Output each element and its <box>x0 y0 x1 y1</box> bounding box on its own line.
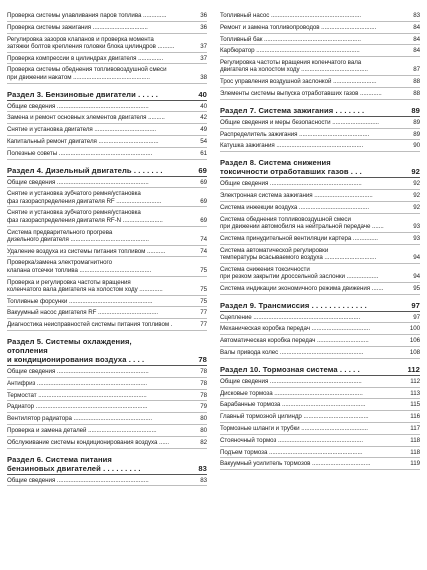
page-number: 115 <box>410 401 420 409</box>
page-number: 116 <box>410 413 420 421</box>
toc-entry <box>7 257 207 276</box>
page-number: 84 <box>413 47 420 55</box>
section-title: Раздел 7. Система зажигания . . . . . . . <box>220 105 365 115</box>
page-number: 117 <box>410 424 420 432</box>
entry-title: Удаление воздуха из системы питания топливом ........... <box>7 247 166 255</box>
page-number: 90 <box>413 142 420 150</box>
page-number: 69 <box>200 178 207 186</box>
entry-title: Снятие и установка зубчатого ремня/установка фаз газораспределения двигателя RF-N ........................ <box>7 209 163 224</box>
page-number: 94 <box>413 272 420 280</box>
page-number: 36 <box>200 12 207 19</box>
entry-title: Капитальный ремонт двигателя .................................... <box>7 137 159 145</box>
page-number: 80 <box>200 427 207 434</box>
toc-entry <box>7 53 207 65</box>
entry-title: Катушка зажигания .................................................... <box>220 142 364 150</box>
toc-entry <box>7 475 207 487</box>
toc-entry <box>7 246 207 258</box>
entry-title: Элементы системы выпуска отработавших газов ............. <box>220 90 382 98</box>
toc-entry <box>7 124 207 136</box>
section-title: Раздел 5. Системы охлаждения, отопления и кондиционирования воздуха . . . . <box>7 337 145 365</box>
entry-title: Распределитель зажигания .......................................... <box>220 130 370 138</box>
toc-entry <box>7 390 207 402</box>
toc-entry <box>7 437 207 449</box>
toc-entry <box>7 10 207 22</box>
entry-title: Снятие и установка двигателя ..................................... <box>7 126 157 134</box>
page-number: 84 <box>413 35 420 43</box>
entry-title: Проверка системы обеднения топливовоздушной смеси при движении накатом .............................................. <box>7 66 167 81</box>
entry-title: Термостат ................................................................. <box>7 391 147 399</box>
page-number: 97 <box>413 313 420 321</box>
page-number: 78 <box>198 355 207 365</box>
toc-entry <box>7 148 207 160</box>
toc-entry <box>220 10 420 22</box>
entry-title: Общие сведения ....................................................... <box>7 476 149 484</box>
page-number: 75 <box>200 266 207 274</box>
section-title: Раздел 4. Дизельный двигатель . . . . . . . <box>7 165 163 175</box>
page-number: 69 <box>198 165 207 175</box>
section-title: Раздел 3. Бензиновые двигатели . . . . . <box>7 89 158 99</box>
entry-title: Система предварительного прогрева дизельного двигателя ............................................... <box>7 228 149 243</box>
page-number: 89 <box>413 130 420 138</box>
toc-entry <box>7 64 207 83</box>
entry-title: Электронная система зажигания ................................... <box>220 192 373 200</box>
page-number: 83 <box>413 12 420 19</box>
toc-section-heading <box>7 454 207 475</box>
page-number: 92 <box>411 167 420 177</box>
entry-title: Вакуумный насос двигателя RF .................................... <box>7 309 159 317</box>
page-number: 42 <box>200 114 207 122</box>
page-number: 79 <box>200 403 207 411</box>
page-number: 82 <box>200 438 207 446</box>
entry-title: Система автоматической регулировки температуры всасываемого воздуха ............................... <box>220 246 377 261</box>
entry-title: Подъем тормоза ........................................................ <box>220 448 363 456</box>
entry-title: Обслуживание системы кондиционирования воздуха ...... <box>7 438 170 446</box>
entry-title: Регулировка частоты вращения коленчатого вала двигателя на холостом ходу ........................................ <box>220 59 368 74</box>
toc-entry <box>7 188 207 207</box>
toc-entry <box>220 388 420 400</box>
entry-title: Механическая коробка передач ................................... <box>220 325 370 333</box>
entry-title: Вакуумный усилитель тормозов ................................... <box>220 460 371 468</box>
entry-title: Общие сведения ....................................................... <box>7 102 149 110</box>
toc-entry <box>7 277 207 296</box>
entry-title: Проверка/замена электромагнитного клапана отсечки топлива ........................................... <box>7 259 152 274</box>
entry-title: Общие сведения и меры безопасности ............................ <box>220 118 379 126</box>
page-number: 113 <box>410 389 420 397</box>
entry-title: Топливные форсунки .................................................. <box>7 297 153 305</box>
page-number: 37 <box>200 42 207 50</box>
entry-title: Общие сведения ....................................................... <box>220 180 362 188</box>
toc-section-heading <box>220 157 420 178</box>
entry-title: Вентилятор радиатора ............................................... <box>7 415 153 423</box>
entry-title: Общие сведения ....................................................... <box>220 377 362 385</box>
page-number: 77 <box>200 309 207 317</box>
toc-entry <box>220 117 420 129</box>
toc-entry <box>220 140 420 152</box>
entry-title: Валы привода колес .................................................. <box>220 348 364 356</box>
toc-entry <box>7 413 207 425</box>
entry-title: Проверка системы зажигания ................................. <box>7 23 148 31</box>
page-number: 92 <box>413 180 420 188</box>
page-number: 112 <box>410 377 420 385</box>
entry-title: Диагностика неисправностей системы питания топливом . <box>7 321 173 329</box>
page-number: 118 <box>410 436 420 444</box>
page-number: 37 <box>200 54 207 62</box>
entry-title: Снятие и установка зубчатого ремня/установка фаз газораспределения двигателя RF ........................... <box>7 190 162 205</box>
toc-left-column <box>7 10 207 486</box>
page-number: 40 <box>200 102 207 110</box>
entry-title: Регулировка зазоров клапанов и проверка момента затяжки болтов крепления головки блока цилиндров .......... <box>7 35 175 50</box>
page-number: 119 <box>410 460 420 468</box>
entry-title: Автоматическая коробка передач ............................... <box>220 337 369 345</box>
entry-title: Замена и ремонт основных элементов двигателя .......... <box>7 114 165 122</box>
toc-entry <box>220 202 420 214</box>
page-number: 61 <box>200 149 207 157</box>
page-number: 78 <box>200 368 207 376</box>
section-title: Раздел 10. Тормозная система . . . . . <box>220 364 360 374</box>
entry-title: Система принудительной вентиляции картера ............... <box>220 234 378 242</box>
toc-entry <box>220 323 420 335</box>
toc-entry <box>220 423 420 435</box>
toc-section-heading <box>7 336 207 366</box>
entry-title: Антифриз .................................................................. <box>7 379 148 387</box>
entry-title: Топливный бак .......................................................... <box>220 35 361 43</box>
entry-title: Система обеднения топливовоздушной смеси при движении автомобиля на нейтральной передаче ....... <box>220 215 384 230</box>
entry-title: Радиатор ................................................................... <box>7 403 148 411</box>
entry-title: Трос управления воздушной заслонкой .......................... <box>220 78 377 86</box>
page-number: 80 <box>200 415 207 423</box>
toc-entry <box>220 129 420 141</box>
toc-entry <box>7 296 207 308</box>
entry-title: Полезные советы ........................................................ <box>7 149 153 157</box>
page-number: 83 <box>198 463 207 473</box>
toc-entry <box>220 22 420 34</box>
page-number: 74 <box>200 235 207 243</box>
page-number: 75 <box>200 285 207 293</box>
entry-title: Стояночный тормоз ................................................... <box>220 436 364 444</box>
toc-entry <box>7 378 207 390</box>
entry-title: Система инжекции воздуха .......................................... <box>220 203 370 211</box>
toc-entry <box>220 190 420 202</box>
toc-entry <box>220 312 420 324</box>
page-number: 95 <box>413 284 420 292</box>
page-number: 40 <box>198 89 207 99</box>
toc-entry <box>220 233 420 245</box>
page-number: 69 <box>200 197 207 205</box>
toc-section-heading <box>220 364 420 376</box>
entry-title: Общие сведения ....................................................... <box>7 178 149 186</box>
toc-entry <box>220 376 420 388</box>
entry-title: Проверка системы улавливания паров топлива .............. <box>7 12 167 19</box>
page-number: 54 <box>200 137 207 145</box>
entry-title: Система индикации экономичного режима движения ....... <box>220 284 384 292</box>
entry-title: Проверка и регулировка частоты вращения коленчатого вала двигателя на холостом ходу .............. <box>7 278 163 293</box>
entry-title: Дисковые тормоза ..................................................... <box>220 389 363 397</box>
toc-entry <box>220 76 420 88</box>
toc-entry <box>7 112 207 124</box>
entry-title: Топливный насос ...................................................... <box>220 12 362 19</box>
section-title: Раздел 6. Система питания бензиновых двигателей . . . . . . . . . <box>7 454 141 473</box>
toc-entry <box>220 283 420 295</box>
page-number: 83 <box>200 476 207 484</box>
entry-title: Тормозные шланги и трубки ........................................ <box>220 424 368 432</box>
entry-title: Ремонт и замена топливопроводов ................................. <box>220 23 377 31</box>
page-number: 92 <box>413 192 420 200</box>
toc-entry <box>220 45 420 57</box>
page-number: 88 <box>413 90 420 98</box>
entry-title: Проверка компрессии в цилиндрах двигателя ............... <box>7 54 164 62</box>
toc-section-heading <box>7 165 207 177</box>
page-number: 93 <box>413 234 420 242</box>
toc-section-heading <box>220 300 420 312</box>
page-number: 84 <box>413 23 420 31</box>
section-title: Раздел 8. Система снижения токсичности отработавших газов . . . <box>220 158 362 177</box>
section-title: Раздел 9. Трансмиссия . . . . . . . . . . . . . <box>220 300 367 310</box>
toc-entry <box>220 57 420 76</box>
toc-entry <box>7 425 207 437</box>
page-number: 87 <box>413 66 420 74</box>
toc-entry <box>220 245 420 264</box>
toc-section-heading <box>7 89 207 101</box>
toc-entry <box>220 435 420 447</box>
page-number: 93 <box>413 222 420 230</box>
entry-title: Проверка и замена деталей ......................................... <box>7 427 157 434</box>
page-number: 108 <box>409 348 420 356</box>
toc-entry <box>7 207 207 226</box>
toc-right-column <box>220 10 420 470</box>
toc-entry <box>7 227 207 246</box>
page-number: 38 <box>200 73 207 81</box>
page-number: 77 <box>200 321 207 329</box>
page-number: 89 <box>411 105 420 115</box>
entry-title: Барабанные тормоза .................................................. <box>220 401 366 409</box>
toc-section-heading <box>220 105 420 117</box>
page-number: 88 <box>413 78 420 86</box>
entry-title: Главный тормозной цилиндр ....................................... <box>220 413 369 421</box>
page-number: 49 <box>200 126 207 134</box>
page-number: 75 <box>200 297 207 305</box>
toc-entry <box>220 88 420 100</box>
toc-entry <box>220 214 420 233</box>
toc-entry <box>220 399 420 411</box>
toc-entry <box>220 347 420 359</box>
entry-title: Сцепление ................................................................ <box>220 313 361 321</box>
page-number: 112 <box>407 364 420 374</box>
toc-entry <box>220 447 420 459</box>
page-number: 106 <box>409 337 420 345</box>
toc-entry <box>220 264 420 283</box>
page-number: 92 <box>413 203 420 211</box>
page-number: 36 <box>200 23 207 31</box>
toc-entry <box>7 34 207 53</box>
toc-entry <box>7 401 207 413</box>
toc-entry <box>220 178 420 190</box>
page-number: 97 <box>411 300 420 310</box>
toc-entry <box>7 22 207 34</box>
toc-entry <box>7 101 207 113</box>
toc-entry <box>7 177 207 189</box>
toc-entry <box>220 335 420 347</box>
toc-entry <box>7 136 207 148</box>
page-number: 78 <box>200 379 207 387</box>
page-number: 118 <box>410 448 420 456</box>
toc-entry <box>7 366 207 378</box>
page-number: 89 <box>413 118 420 126</box>
entry-title: Система снижения токсичности при резком закрытии дроссельной заслонки ................... <box>220 265 379 280</box>
entry-title: Карбюратор .............................................................. <box>220 47 360 55</box>
page-number: 74 <box>200 247 207 255</box>
page-number: 100 <box>409 325 420 333</box>
entry-title: Общие сведения ....................................................... <box>7 368 149 376</box>
toc-entry <box>7 319 207 331</box>
toc-entry <box>220 34 420 46</box>
page-number: 69 <box>200 216 207 224</box>
toc-entry <box>7 307 207 319</box>
page-number: 78 <box>200 391 207 399</box>
toc-entry <box>220 411 420 423</box>
toc-entry <box>220 458 420 470</box>
page-number: 94 <box>413 253 420 261</box>
